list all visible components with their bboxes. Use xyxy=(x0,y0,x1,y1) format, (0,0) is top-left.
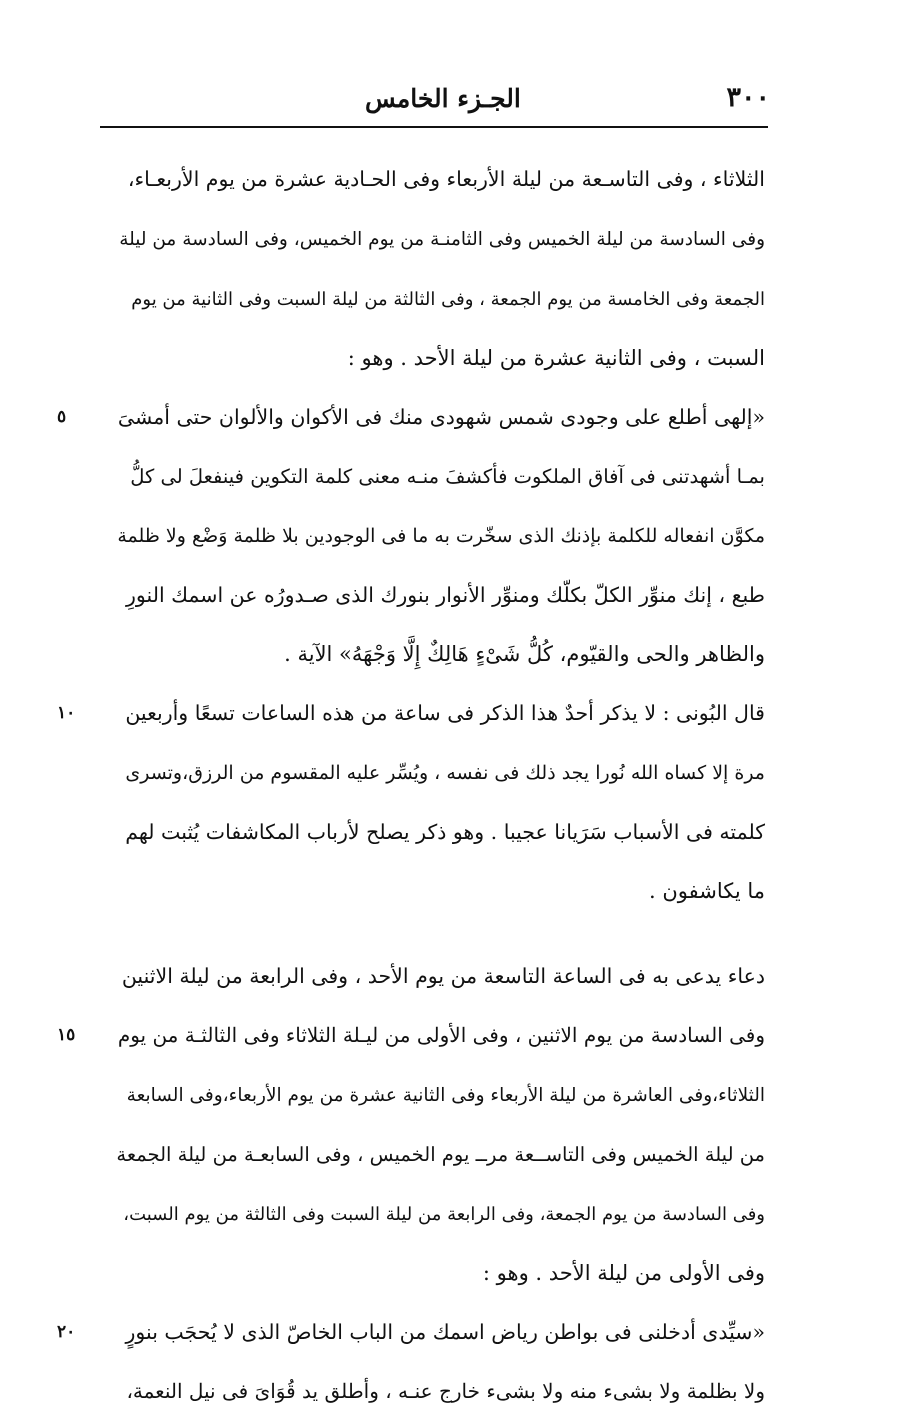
text-line: مكوَّن انفعاله للكلمة بإذنك الذى سخّرت به ما فى الوجودين بلا ظلمة وَضْع ولا ظلمة xyxy=(117,525,765,547)
text-line: «إلهى أطلع على وجودى شمس شهودى منك فى الأكوان والألوان حتى أمشىَ ٥ xyxy=(115,388,765,447)
text-line: ما يكاشفون . xyxy=(648,879,765,903)
text-line: الثلاثاء ، وفى التاسـعة من ليلة الأربعاء وفى الحـادية عشرة من يوم الأربعـاء، xyxy=(127,167,765,191)
paragraph xyxy=(57,947,765,1303)
header-rule xyxy=(100,126,768,128)
text-line: مرة إلا كساه الله نُورا يجد ذلك فى نفسه ، ويُسِّر عليه المقسوم من الرزق،وتسرى xyxy=(125,762,765,784)
text-line: من ليلة الخميس وفى التاســعة مرــ يوم الخميس ، وفى السابعـة من ليلة الجمعة xyxy=(116,1143,765,1166)
text-line: «سيِّدى أدخلنى فى بواطن رياض اسمك من الباب الخاصّ الذى لا يُحجَب بنورٍ ٢٠ xyxy=(115,1303,765,1362)
text-line: وفى السادسة من يوم الجمعة، وفى الرابعة من ليلة السبت وفى الثالثة من يوم السبت، xyxy=(123,1204,765,1225)
text-line: دعاء يدعى به فى الساعة التاسعة من يوم الأحد ، وفى الرابعة من ليلة الاثنين xyxy=(121,964,765,988)
text-line: بمـا أشهدتنى فى آفاق الملكوت فأكشفَ منـه معنى كلمة التكوين فينفعلَ لى كلُّ xyxy=(130,465,765,488)
margin-line-number: ٥ xyxy=(57,407,67,427)
text-line: وفى الأولى من ليلة الأحد . وهو : xyxy=(482,1261,765,1285)
margin-line-number: ١٥ xyxy=(57,1025,76,1045)
margin-line-number: ١٠ xyxy=(57,703,76,723)
text-line: ولا بظلمة ولا بشىء منه ولا بشىء خارج عنـه ، وأطلق يد قُوَاىَ فى نيل النعمة، xyxy=(126,1379,765,1403)
text-line: كلمته فى الأسباب سَرَيانا عجيبا . وهو ذكر يصلح لأرباب المكاشفات يُثبت لهم xyxy=(125,820,765,844)
margin-line-number: ٢٠ xyxy=(57,1322,76,1342)
running-title: الجـزء الخامس xyxy=(365,84,521,113)
text-line: الجمعة وفى الخامسة من يوم الجمعة ، وفى الثالثة من ليلة السبت وفى الثانية من يوم xyxy=(131,289,765,310)
paragraph xyxy=(57,388,765,684)
paragraph xyxy=(115,150,765,388)
text-line: السبت ، وفى الثانية عشرة من ليلة الأحد . وهو : xyxy=(347,346,765,370)
text-line: وفى السادسة من يوم الاثنين ، وفى الأولى من ليـلة الثلاثاء وفى الثالثـة من يوم ١٥ xyxy=(115,1006,765,1065)
text-line: طبع ، إنك منوِّر الكلّ بكلّك ومنوِّر الأنوار بنورك الذى صـدورُه عن اسمك النورِ xyxy=(126,583,765,607)
page-number: ٣٠٠ xyxy=(726,82,770,113)
paragraph xyxy=(57,684,765,921)
body-text xyxy=(57,150,765,1421)
text-line: قال البُونى : لا يذكر أحدٌ هذا الذكر فى ساعة من هذه الساعات تسعًا وأربعين ١٠ xyxy=(115,684,765,743)
paragraph xyxy=(57,1303,765,1421)
page-header xyxy=(100,82,770,122)
text-line: الثلاثاء،وفى العاشرة من ليلة الأربعاء وفى الثانية عشرة من يوم الأربعاء،وفى السابعة xyxy=(126,1085,765,1106)
text-line: وفى السادسة من ليلة الخميس وفى الثامنـة من يوم الخميس، وفى السادسة من ليلة xyxy=(119,229,765,250)
text-line: والظاهر والحى والقيّوم، كُلُّ شَىْءٍ هَالِكٌ إِلَّا وَجْهَهُ» الآية . xyxy=(284,642,765,666)
